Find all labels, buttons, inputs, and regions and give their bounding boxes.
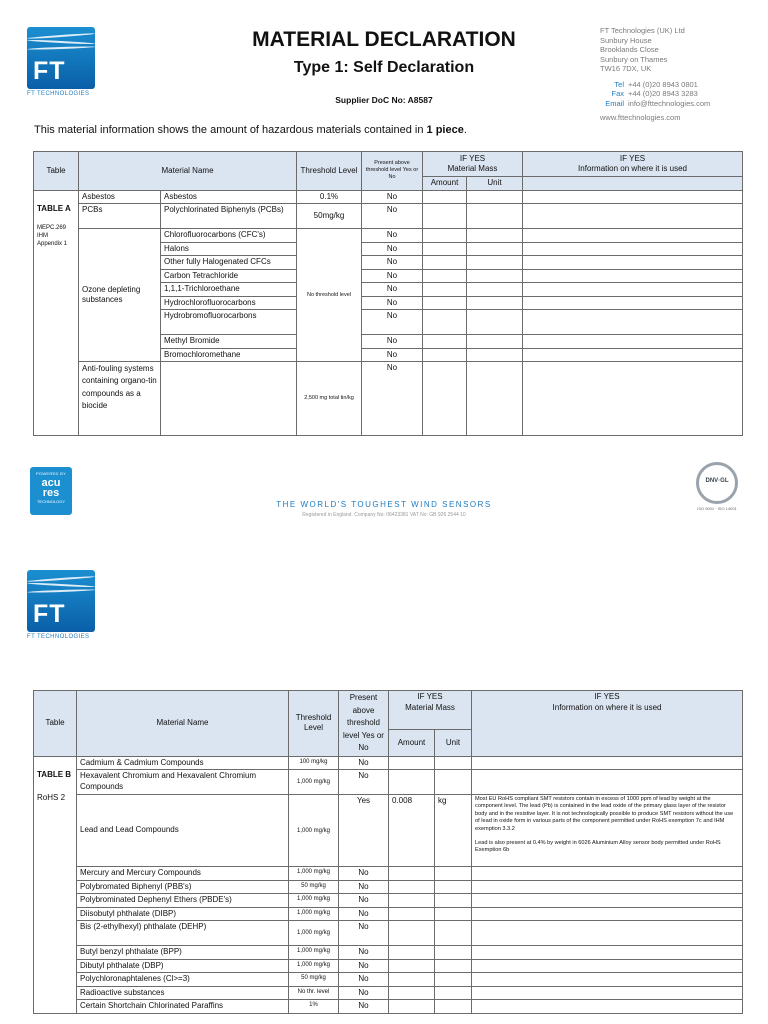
address-line: Brooklands Close — [600, 45, 659, 54]
info-cell — [472, 880, 743, 894]
amount-cell — [389, 894, 435, 908]
amount-cell — [423, 190, 467, 204]
material-name: Butyl benzyl phthalate (BPP) — [77, 946, 289, 960]
material-name: Diisobutyl phthalate (DIBP) — [77, 907, 289, 921]
amount-cell — [389, 946, 435, 960]
header-threshold: Threshold Level — [297, 152, 362, 191]
threshold-level: 1,000 mg/kg — [289, 770, 339, 795]
unit-cell — [467, 362, 523, 436]
cert-iso: ISO 9001 · ISO 14001 — [697, 506, 737, 511]
rohs-label: RoHS 2 — [37, 793, 66, 802]
unit-cell — [435, 973, 472, 987]
amount-cell — [423, 269, 467, 283]
info-cell — [523, 190, 743, 204]
unit-cell — [467, 256, 523, 270]
company-address — [600, 26, 710, 123]
group-antifouling: Anti-fouling systems containing organo-tin compounds as a biocide — [79, 362, 161, 436]
if-yes-label: IF YES — [459, 153, 486, 163]
amount-cell — [389, 867, 435, 881]
if-yes-label: IF YES — [417, 692, 443, 701]
cert-name: DNV·GL — [705, 478, 729, 484]
page-subtitle: Type 1: Self Declaration — [293, 59, 475, 76]
address-line: FT Technologies (UK) Ltd — [600, 26, 685, 35]
group-ozone: Ozone depleting substances — [79, 229, 161, 362]
website-link[interactable]: www.fttechnologies.com — [600, 113, 681, 122]
material-name: Hexavalent Chromium and Hexavalent Chromium Compounds — [77, 770, 289, 795]
unit-cell — [435, 1000, 472, 1014]
present-yes-no: No — [339, 756, 389, 770]
present-ozone: No — [362, 335, 423, 349]
info-cell — [472, 973, 743, 987]
logo-text: FT — [33, 600, 66, 628]
header-threshold: Threshold Level — [289, 691, 339, 757]
material-name: Bis (2-ethylhexyl) phthalate (DEHP) — [77, 921, 289, 946]
material-ozone: 1,1,1-Trichloroethane — [161, 283, 297, 297]
intro-text — [34, 124, 467, 136]
header-material-name: Material Name — [79, 152, 297, 191]
tel-label: Tel — [614, 79, 624, 89]
ft-logo-page2 — [27, 570, 95, 640]
present-yes-no: No — [339, 973, 389, 987]
info-cell — [523, 256, 743, 270]
supplier-doc-number: Supplier DoC No: A8587 — [335, 95, 433, 105]
amount-cell — [389, 921, 435, 946]
unit-cell — [435, 894, 472, 908]
header-table: Table — [34, 691, 77, 757]
intro-quantity: 1 piece — [426, 124, 464, 136]
amount-cell — [389, 973, 435, 987]
header-amount: Amount — [389, 730, 435, 756]
present-yes-no: No — [339, 867, 389, 881]
header-material-name: Material Name — [77, 691, 289, 757]
threshold-level: 1,000 mg/kg — [289, 921, 339, 946]
amount-cell — [423, 204, 467, 229]
info-paragraph: Lead is also present at 0.4% by weight in 6026 Aluminium Alloy sensor body permitted under RoHS Exemption 6b — [475, 840, 721, 854]
table-a-label-cell — [34, 190, 79, 436]
unit-cell — [435, 946, 472, 960]
present-yes-no: No — [339, 770, 389, 795]
amount-cell — [389, 880, 435, 894]
material-name: Certain Shortchain Chlorinated Paraffins — [77, 1000, 289, 1014]
material-ozone: Carbon Tetrachloride — [161, 269, 297, 283]
present-yes-no: No — [339, 946, 389, 960]
threshold-level: 50 mg/kg — [289, 880, 339, 894]
info-cell — [472, 986, 743, 1000]
table-a-note: MEPC.269 IHM Appendix 1 — [37, 225, 68, 247]
info-cell — [472, 770, 743, 795]
info-cell — [523, 229, 743, 243]
info-cell — [472, 894, 743, 908]
present-yes-no: No — [339, 1000, 389, 1014]
present-ozone: No — [362, 296, 423, 310]
unit-cell — [435, 921, 472, 946]
amount-cell — [389, 986, 435, 1000]
amount-cell — [423, 229, 467, 243]
info-text — [472, 795, 743, 867]
amount-cell — [423, 242, 467, 256]
info-cell — [523, 348, 743, 362]
logo-subtitle: FT TECHNOLOGIES — [27, 91, 90, 97]
present-yes-no: No — [339, 959, 389, 973]
amount-cell — [423, 335, 467, 349]
info-cell — [523, 335, 743, 349]
material-name: Polychloronaphtalenes (Cl>=3) — [77, 973, 289, 987]
header-if-yes-info — [472, 691, 743, 757]
unit-cell — [435, 986, 472, 1000]
unit-cell — [435, 907, 472, 921]
material-name: Radioactive substances — [77, 986, 289, 1000]
logo-text: FT — [33, 57, 66, 85]
info-cell — [523, 310, 743, 335]
info-paragraph: Most EU RoHS compliant SMT resistors contain in excess of 1000 ppm of lead by weight at the component level. The lead (Pb) is contained in the lead oxide of the primary glass layer of the resistor body and in the resistive layer. It is not technologically possible to produce SMT resistors without the use of lead in oxide form in various parts of the component permitted under RoHS exemption 7c and IHM exemption 3.3.2 — [475, 796, 734, 832]
threshold-level: 100 mg/kg — [289, 756, 339, 770]
intro-text-start: This material information shows the amount of hazardous materials contained in — [34, 124, 427, 136]
present-ozone: No — [362, 242, 423, 256]
material-ozone: Chlorofluorocarbons (CFC's) — [161, 229, 297, 243]
info-label: Information on where it is used — [552, 702, 662, 712]
badge-powered-by: POWERED BY — [35, 471, 67, 476]
threshold-level: 1,000 mg/kg — [289, 946, 339, 960]
material-table-a — [33, 151, 743, 436]
present-ozone: No — [362, 256, 423, 270]
present-yes-no: No — [339, 986, 389, 1000]
info-label: Information on where it is used — [578, 164, 687, 173]
header-if-yes-mass — [423, 152, 523, 177]
present-yes-no: No — [339, 880, 389, 894]
material-name: Polybrominated Dephenyl Ethers (PBDE's) — [77, 894, 289, 908]
info-cell — [523, 283, 743, 297]
info-cell — [523, 204, 743, 229]
threshold-level: 1,000 mg/kg — [289, 907, 339, 921]
group-asbestos: Asbestos — [79, 190, 161, 204]
fax-value: +44 (0)20 8943 3283 — [628, 89, 698, 98]
present-antifouling: No — [362, 362, 423, 436]
unit-cell — [467, 229, 523, 243]
address-line: Sunbury House — [600, 35, 652, 45]
material-name: Lead and Lead Compounds — [77, 795, 289, 867]
present-yes-no: No — [339, 921, 389, 946]
unit-cell — [435, 867, 472, 881]
amount-cell — [389, 907, 435, 921]
badge-name: acu res — [41, 477, 61, 499]
amount-cell — [423, 283, 467, 297]
header-amount: Amount — [423, 177, 467, 191]
header-table: Table — [34, 152, 79, 191]
amount-value: 0.008 — [389, 795, 435, 867]
unit-cell — [467, 204, 523, 229]
unit-cell — [467, 310, 523, 335]
threshold-antifouling: 2,500 mg total tin/kg — [297, 362, 362, 436]
material-name: Polybromated Biphenyl (PBB's) — [77, 880, 289, 894]
address-line: Sunbury on Thames — [600, 54, 668, 64]
unit-cell — [467, 269, 523, 283]
threshold-level: 50 mg/kg — [289, 973, 339, 987]
threshold-level: 1,000 mg/kg — [289, 894, 339, 908]
tel-value: +44 (0)20 8943 0801 — [628, 79, 698, 89]
group-pcbs: PCBs — [79, 204, 161, 229]
threshold-level: 1,000 mg/kg — [289, 795, 339, 867]
material-name: Mercury and Mercury Compounds — [77, 867, 289, 881]
unit-cell — [435, 770, 472, 795]
unit-cell — [467, 190, 523, 204]
material-mass-label: Material Mass — [447, 164, 498, 173]
material-antifouling — [161, 362, 297, 436]
company-registration: Registered in England. Company No: 06423381 VAT No: GB 926 2544 10 — [302, 512, 466, 518]
unit-cell — [467, 242, 523, 256]
amount-cell — [389, 959, 435, 973]
header-present: Present above threshold level Yes or No — [339, 691, 389, 757]
tagline: THE WORLD'S TOUGHEST WIND SENSORS — [276, 500, 492, 509]
unit-cell — [467, 283, 523, 297]
info-cell — [472, 946, 743, 960]
material-ozone: Hydrochlorofluorocarbons — [161, 296, 297, 310]
material-mass-label: Material Mass — [405, 702, 455, 712]
info-cell — [523, 269, 743, 283]
material-ozone: Hydrobromofluorocarbons — [161, 310, 297, 335]
header-unit: Unit — [467, 177, 523, 191]
unit-cell — [435, 880, 472, 894]
present-ozone: No — [362, 283, 423, 297]
material-table-b — [33, 690, 743, 1014]
dnv-gl-certification-icon — [694, 462, 740, 516]
page-title: MATERIAL DECLARATION — [252, 28, 516, 51]
present-ozone: No — [362, 269, 423, 283]
info-cell — [472, 1000, 743, 1014]
table-b-label-cell — [34, 756, 77, 1013]
threshold-level: 1,000 mg/kg — [289, 867, 339, 881]
amount-cell — [423, 348, 467, 362]
ft-logo-mark — [27, 570, 95, 632]
threshold-level: No thr. level — [289, 986, 339, 1000]
unit-cell — [435, 959, 472, 973]
info-cell — [523, 362, 743, 436]
if-yes-label: IF YES — [594, 692, 620, 701]
present-ozone: No — [362, 348, 423, 362]
threshold-pcbs: 50mg/kg — [297, 204, 362, 229]
table-b-label: TABLE B — [37, 769, 72, 779]
if-yes-label: IF YES — [619, 153, 646, 163]
unit-cell — [467, 348, 523, 362]
material-pcbs: Polychlorinated Biphenyls (PCBs) — [161, 204, 297, 229]
threshold-ozone: No threshold level — [297, 229, 362, 362]
email-label: Email — [605, 98, 624, 108]
info-cell — [523, 296, 743, 310]
info-cell — [472, 921, 743, 946]
amount-cell — [389, 1000, 435, 1014]
present-pcbs: No — [362, 204, 423, 229]
threshold-level: 1,000 mg/kg — [289, 959, 339, 973]
amount-cell — [423, 310, 467, 335]
email-value[interactable]: info@fttechnologies.com — [628, 98, 711, 108]
present-yes-no: No — [339, 907, 389, 921]
unit-value: kg — [435, 795, 472, 867]
present-ozone: No — [362, 310, 423, 335]
header-unit: Unit — [435, 730, 472, 756]
header-if-yes-mass — [389, 691, 472, 730]
header-present: Present above threshold level Yes or No — [362, 152, 423, 191]
amount-cell — [423, 256, 467, 270]
amount-cell — [423, 362, 467, 436]
unit-cell — [467, 335, 523, 349]
threshold-asbestos: 0.1% — [297, 190, 362, 204]
material-ozone: Methyl Bromide — [161, 335, 297, 349]
present-yes-no: Yes — [339, 795, 389, 867]
present-asbestos: No — [362, 190, 423, 204]
intro-text-end: . — [463, 124, 467, 136]
fax-label: Fax — [611, 89, 624, 98]
present-yes-no: No — [339, 894, 389, 908]
info-cell — [472, 867, 743, 881]
threshold-level: 1% — [289, 1000, 339, 1014]
present-ozone: No — [362, 229, 423, 243]
amount-cell — [389, 756, 435, 770]
material-asbestos: Asbestos — [161, 190, 297, 204]
info-cell — [472, 756, 743, 770]
logo-subtitle: FT TECHNOLOGIES — [27, 634, 90, 640]
info-cell — [472, 907, 743, 921]
material-name: Dibutyl phthalate (DBP) — [77, 959, 289, 973]
badge-technology: TECHNOLOGY — [36, 499, 65, 504]
material-name: Cadmium & Cadmium Compounds — [77, 756, 289, 770]
amount-cell — [389, 770, 435, 795]
table-a-label: TABLE A — [37, 203, 71, 213]
info-cell — [523, 242, 743, 256]
header-info-blank — [523, 177, 743, 191]
material-ozone: Other fully Halogenated CFCs — [161, 256, 297, 270]
unit-cell — [467, 296, 523, 310]
material-ozone: Halons — [161, 242, 297, 256]
unit-cell — [435, 756, 472, 770]
amount-cell — [423, 296, 467, 310]
address-line: TW16 7DX, UK — [600, 64, 652, 73]
header-if-yes-info — [523, 152, 743, 177]
material-ozone: Bromochloromethane — [161, 348, 297, 362]
info-cell — [472, 959, 743, 973]
